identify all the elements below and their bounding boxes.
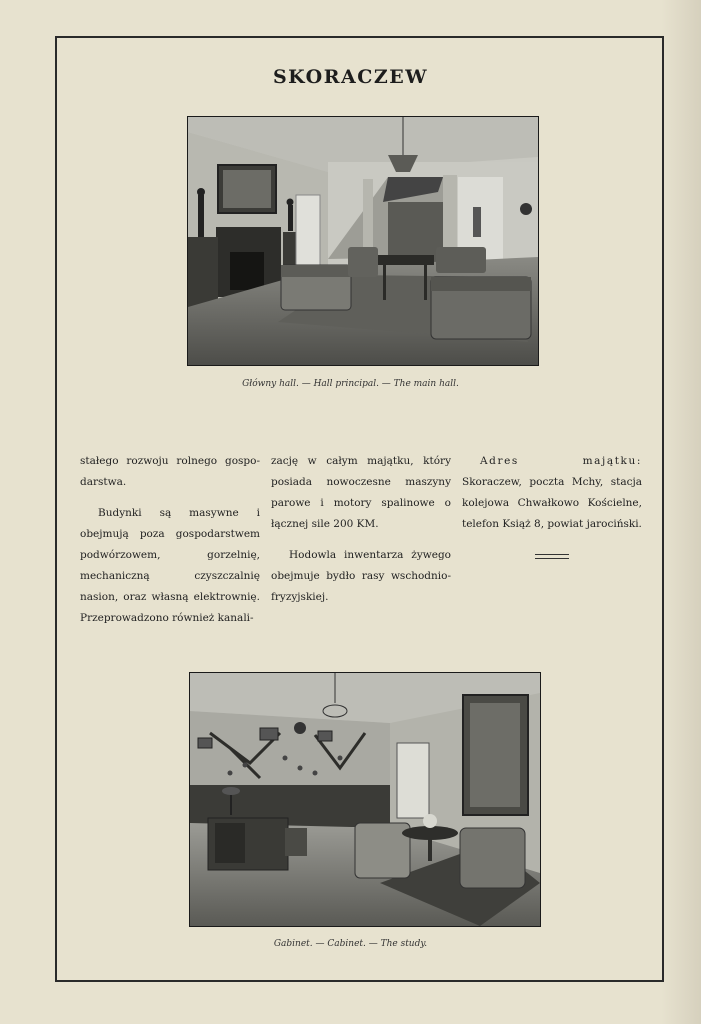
main-hall-caption: Główny hall. — Hall principal. — The main hall.: [242, 379, 459, 389]
paragraph: zację w całym majątku, który posiada nowoczesne maszyny parowe i motory spalinowe o łącznej sile 200 KM.: [271, 455, 451, 530]
text-column-2: [271, 451, 451, 608]
section-divider: [535, 554, 569, 559]
paragraph: Hodowla inwentarza żywego obejmuje bydło rasy wschodnio-fryzyjskiej.: [271, 549, 451, 603]
study-photo: [189, 672, 541, 927]
page-title: SKORACZEW: [272, 66, 429, 88]
address-text: Skoraczew, poczta Mchy, stacja kolejowa Chwałkowo Kościelne, telefon Książ 8, powiat jarociński.: [462, 476, 642, 530]
paper-edge-shade: [661, 0, 701, 1024]
paragraph: Budynki są masywne i obejmują poza gospodarstwem podwórzowem, gorzelnię, mechaniczną czyszczalnię nasion, oraz własną elektrownię. Przeprowadzono również kanali-: [80, 507, 260, 624]
address-label: Adres majątku:: [480, 455, 642, 467]
text-column-3: [462, 451, 642, 535]
study-caption: Gabinet. — Cabinet. — The study.: [273, 939, 428, 949]
main-hall-photo: [187, 116, 539, 366]
paragraph: stałego rozwoju rolnego gospo-darstwa.: [80, 455, 260, 488]
text-column-1: [80, 451, 260, 629]
